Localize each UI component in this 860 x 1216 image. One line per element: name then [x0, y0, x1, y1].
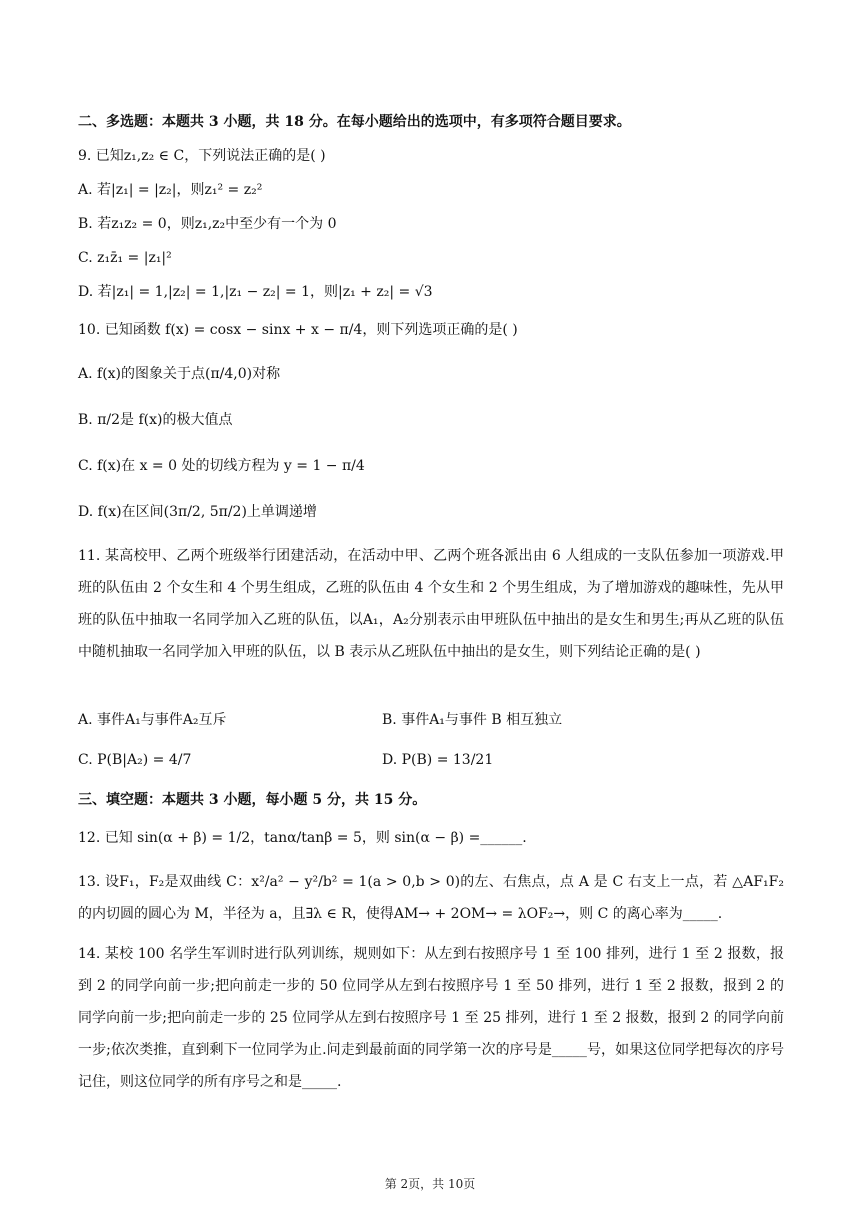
q9-stem: 9. 已知z₁,z₂ ∈ C，下列说法正确的是( ) — [78, 148, 326, 164]
section3-heading: 三、填空题：本题共 3 小题，每小题 5 分，共 15 分。 — [78, 792, 427, 808]
q11-option-d: D. P(B) = 13/21 — [382, 752, 494, 768]
q9-option-b: B. 若z₁z₂ = 0，则z₁,z₂中至少有一个为 0 — [78, 216, 337, 232]
q14-text: 14. 某校 100 名学生军训时进行队列训练，规则如下：从左到右按照序号 1 至 100 排列，进行 1 至 2 报数，报到 2 的同学向前一步;把向前走一步的 50 位同学从左到右按照序号 1 至 50 排列，进行 1 至 2 报数，报到 2 的同学向前一步;把向前走一步的 25 位同学从左到右按照序号 1 至 25 排列，进行 1 至 2 报数，报到 2 的同学向前一步;依次类推，直到剩下一位同学为止.问走到最前面的同学第一次的序号是_____号，如果这位同学把每次的序号记住，则这位同学的所有序号之和是_____. — [78, 946, 784, 1090]
page-footer: 第 2页，共 10页 — [384, 1177, 476, 1191]
q13-text: 13. 设F₁，F₂是双曲线 C：x²/a² − y²/b² = 1(a > 0,b > 0)的左、右焦点，点 A 是 C 右支上一点，若 △AF₁F₂的内切圆的圆心为 M，半径为 a，且∃λ ∈ R，使得AM→ + 2OM→ = λOF₂→，则 C 的离心率为_____. — [78, 874, 784, 922]
q10-option-b: B. π/2是 f(x)的极大值点 — [78, 412, 233, 428]
q11-stem: 11. 某高校甲、乙两个班级举行团建活动，在活动中甲、乙两个班各派出由 6 人组成的一支队伍参加一项游戏.甲班的队伍由 2 个女生和 4 个男生组成，乙班的队伍由 4 个女生和 2 个男生组成，为了增加游戏的趣味性，先从甲班的队伍中抽取一名同学加入乙班的队伍，以A₁，A₂分别表示由甲班队伍中抽出的是女生和男生;再从乙班的队伍中随机抽取一名同学加入甲班的队伍，以 B 表示从乙班队伍中抽出的是女生，则下列结论正确的是( ) — [78, 548, 784, 660]
q11-option-c: C. P(B|A₂) = 4/7 — [78, 752, 192, 768]
q10-option-a: A. f(x)的图象关于点(π/4,0)对称 — [78, 366, 281, 382]
section2-heading: 二、多选题：本题共 3 小题，共 18 分。在每小题给出的选项中，有多项符合题目要求。 — [78, 114, 631, 130]
q9-option-a: A. 若|z₁| = |z₂|，则z₁² = z₂² — [78, 182, 263, 198]
q11-option-b: B. 事件A₁与事件 B 相互独立 — [382, 712, 563, 728]
q12-text: 12. 已知 sin(α + β) = 1/2，tanα/tanβ = 5，则 sin(α − β) =______. — [78, 830, 527, 846]
q11-option-a: A. 事件A₁与事件A₂互斥 — [78, 712, 227, 728]
q10-option-c: C. f(x)在 x = 0 处的切线方程为 y = 1 − π/4 — [78, 458, 365, 474]
q9-option-c: C. z₁z̄₁ = |z₁|² — [78, 250, 172, 266]
q10-stem: 10. 已知函数 f(x) = cosx − sinx + x − π/4，则下列选项正确的是( ) — [78, 322, 518, 338]
q9-option-d: D. 若|z₁| = 1,|z₂| = 1,|z₁ − z₂| = 1，则|z₁ + z₂| = √3 — [78, 284, 433, 300]
q10-option-d: D. f(x)在区间(3π/2, 5π/2)上单调递增 — [78, 504, 317, 520]
